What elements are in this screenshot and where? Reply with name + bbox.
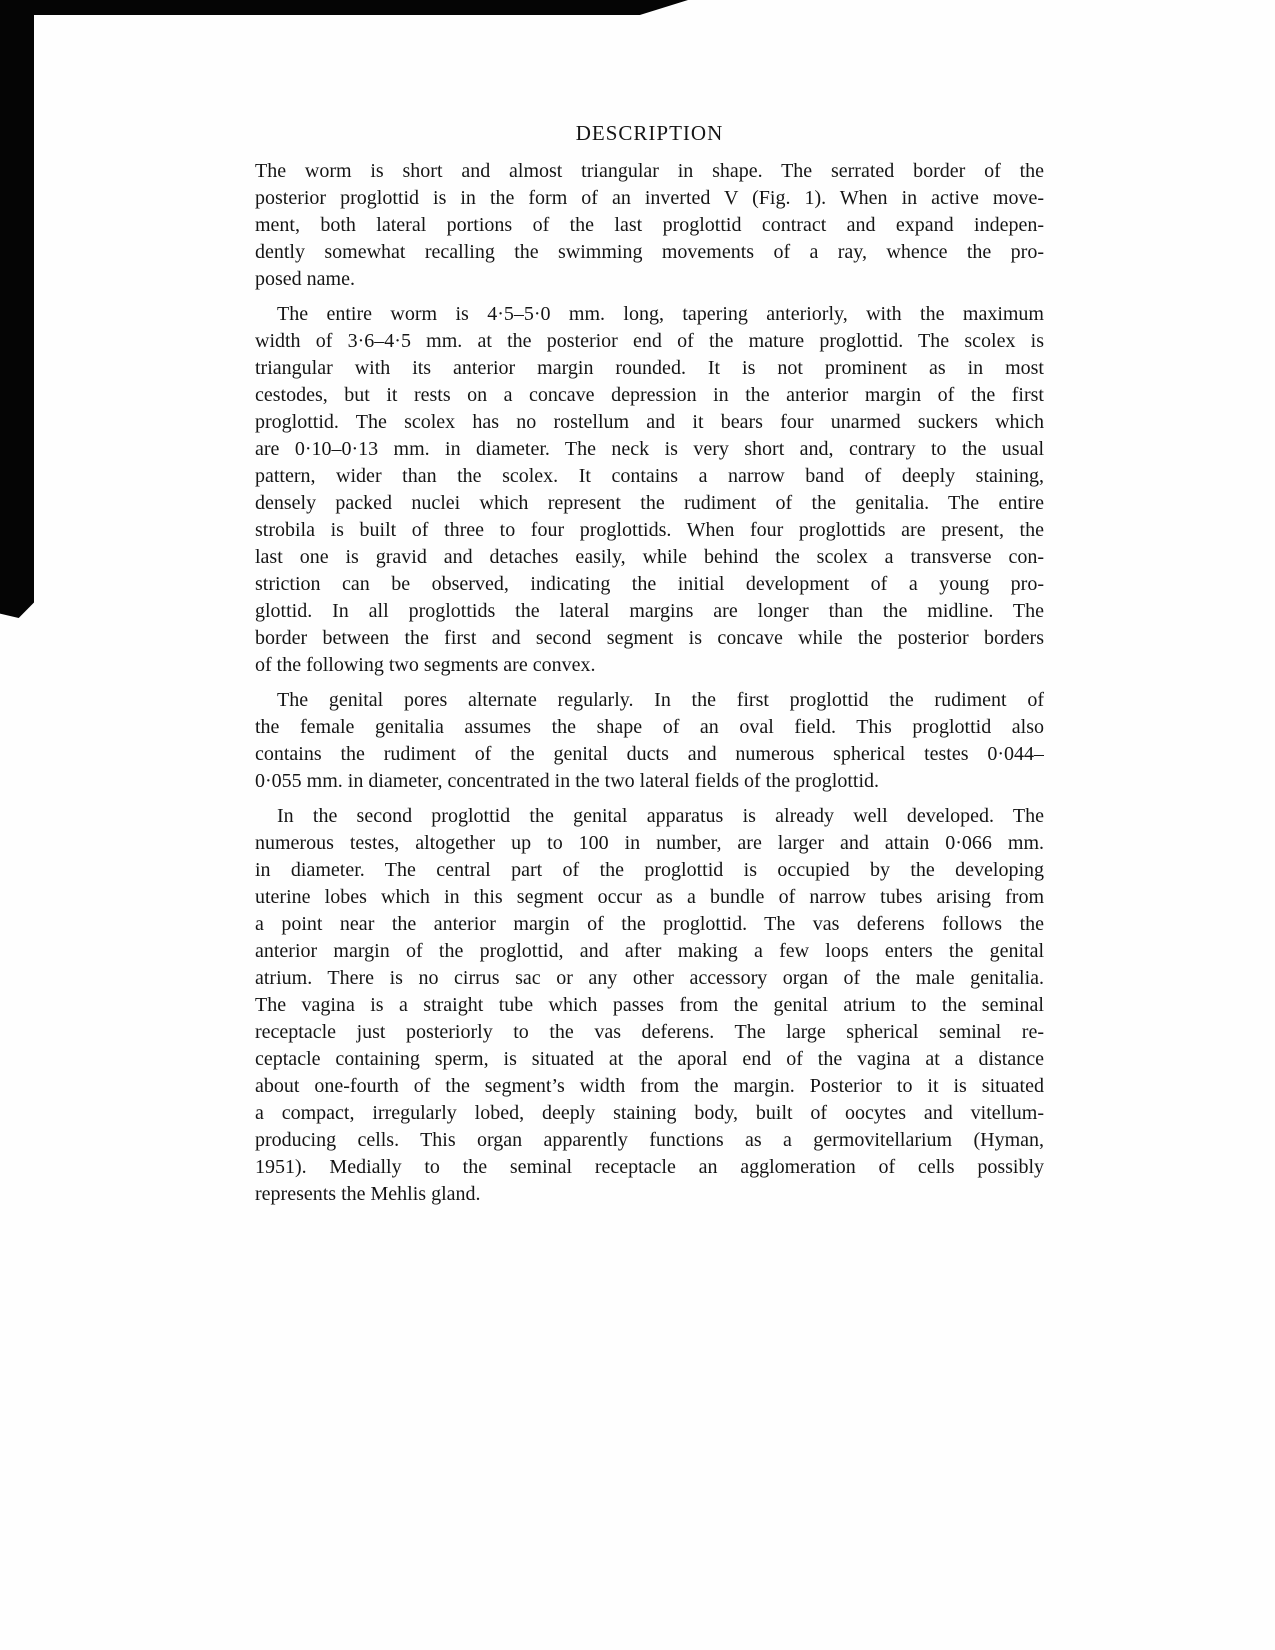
- text-line: contains the rudiment of the genital ducts and numerous spherical testes 0·044–: [255, 743, 1044, 765]
- paragraph: [255, 158, 1044, 293]
- text-line: a compact, irregularly lobed, deeply staining body, built of oocytes and vitellum-: [255, 1102, 1044, 1124]
- text-line: of the following two segments are convex.: [255, 654, 596, 676]
- scan-edge-left-bar: [0, 0, 34, 618]
- text-line: anterior margin of the proglottid, and after making a few loops enters the genital: [255, 940, 1044, 962]
- text-line: The entire worm is 4·5–5·0 mm. long, tapering anteriorly, with the maximum: [277, 303, 1044, 325]
- text-line: numerous testes, altogether up to 100 in number, are larger and attain 0·066 mm.: [255, 832, 1044, 854]
- text-line: The worm is short and almost triangular in shape. The serrated border of the: [255, 160, 1044, 182]
- text-line: dently somewhat recalling the swimming movements of a ray, whence the pro-: [255, 241, 1044, 263]
- scan-edge-top-bar: [0, 0, 688, 15]
- text-line: In the second proglottid the genital apparatus is already well developed. The: [277, 805, 1044, 827]
- text-line: last one is gravid and detaches easily, while behind the scolex a transverse con-: [255, 546, 1044, 568]
- section-heading: DESCRIPTION: [575, 121, 724, 145]
- text-line: represents the Mehlis gland.: [255, 1183, 481, 1205]
- paragraph: [255, 687, 1044, 795]
- paragraph: [255, 301, 1044, 679]
- text-line: The genital pores alternate regularly. In the first proglottid the rudiment of: [277, 689, 1044, 711]
- text-line: The vagina is a straight tube which passes from the genital atrium to the seminal: [255, 994, 1044, 1016]
- text-line: pattern, wider than the scolex. It contains a narrow band of deeply staining,: [255, 465, 1044, 487]
- text-line: width of 3·6–4·5 mm. at the posterior end of the mature proglottid. The scolex is: [255, 330, 1044, 352]
- text-column: [255, 120, 1044, 1208]
- text-line: strobila is built of three to four proglottids. When four proglottids are present, the: [255, 519, 1044, 541]
- text-line: posterior proglottid is in the form of an inverted V (Fig. 1). When in active move-: [255, 187, 1044, 209]
- text-line: cestodes, but it rests on a concave depression in the anterior margin of the first: [255, 384, 1044, 406]
- text-line: are 0·10–0·13 mm. in diameter. The neck is very short and, contrary to the usual: [255, 438, 1044, 460]
- text-line: glottid. In all proglottids the lateral margins are longer than the midline. The: [255, 600, 1044, 622]
- text-line: producing cells. This organ apparently functions as a germovitellarium (Hyman,: [255, 1129, 1044, 1151]
- text-line: densely packed nuclei which represent the rudiment of the genitalia. The entire: [255, 492, 1044, 514]
- body-text: [255, 158, 1044, 1208]
- text-line: striction can be observed, indicating the initial development of a young pro-: [255, 573, 1044, 595]
- text-line: receptacle just posteriorly to the vas deferens. The large spherical seminal re-: [255, 1021, 1044, 1043]
- text-line: proglottid. The scolex has no rostellum and it bears four unarmed suckers which: [255, 411, 1044, 433]
- text-line: a point near the anterior margin of the proglottid. The vas deferens follows the: [255, 913, 1044, 935]
- text-line: ceptacle containing sperm, is situated at the aporal end of the vagina at a distance: [255, 1048, 1044, 1070]
- paragraph: [255, 803, 1044, 1208]
- text-line: in diameter. The central part of the proglottid is occupied by the developing: [255, 859, 1044, 881]
- text-line: 1951). Medially to the seminal receptacle an agglomeration of cells possibly: [255, 1156, 1044, 1178]
- text-line: 0·055 mm. in diameter, concentrated in the two lateral fields of the proglottid.: [255, 770, 880, 792]
- text-line: ment, both lateral portions of the last proglottid contract and expand indepen-: [255, 214, 1044, 236]
- text-line: about one-fourth of the segment’s width from the margin. Posterior to it is situated: [255, 1075, 1044, 1097]
- text-line: atrium. There is no cirrus sac or any other accessory organ of the male genitalia.: [255, 967, 1044, 989]
- text-line: uterine lobes which in this segment occur as a bundle of narrow tubes arising from: [255, 886, 1044, 908]
- text-line: triangular with its anterior margin rounded. It is not prominent as in most: [255, 357, 1044, 379]
- text-line: the female genitalia assumes the shape of an oval field. This proglottid also: [255, 716, 1044, 738]
- text-line: posed name.: [255, 268, 355, 290]
- text-line: border between the first and second segment is concave while the posterior borders: [255, 627, 1044, 649]
